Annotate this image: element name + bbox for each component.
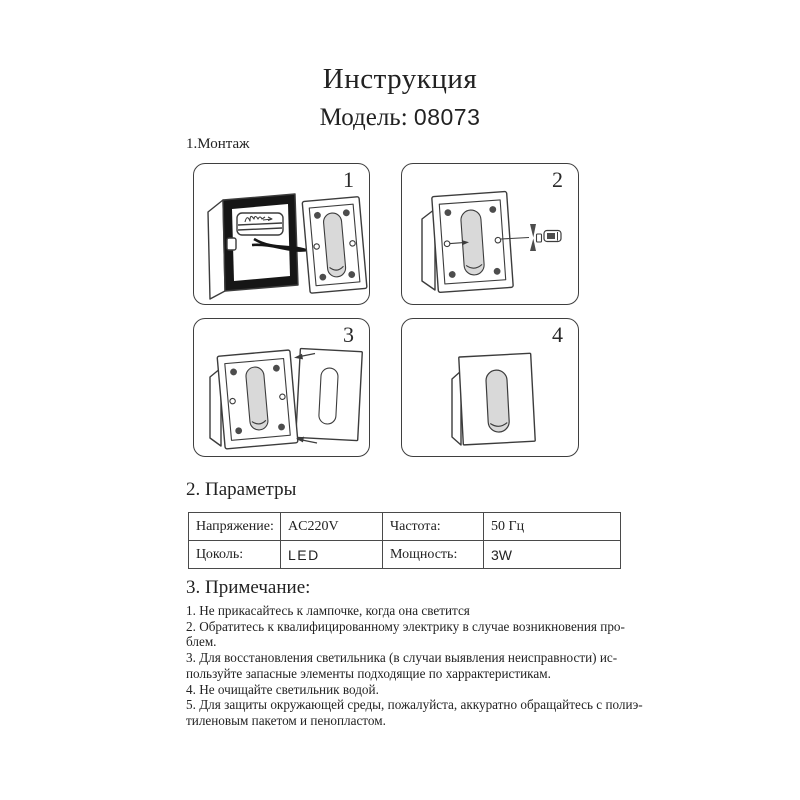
montage-section-heading: 1.Монтаж (186, 136, 250, 152)
model-number: 08073 (413, 104, 481, 130)
param-socket-value: LED (281, 541, 383, 569)
table-row (189, 541, 621, 569)
note-line: пользуйте запасные элементы подходящие по харрактеристикам. (186, 665, 551, 681)
note-line: 1. Не прикасайтесь к лампочке, когда она светится (186, 603, 470, 618)
note-line: 3. Для восстановления светильника (в случаи выявления неисправности) ис- (186, 650, 618, 666)
param-voltage-value: AC220V (281, 513, 383, 541)
montage-step-3-panel (193, 318, 370, 457)
model-line (0, 104, 800, 132)
param-frequency-value: 50 Гц (484, 513, 621, 541)
note-line: 5. Для защиты окружающей среды, пожалуйста, аккуратно обращайтесь с полиэ- (186, 697, 643, 713)
param-power-label: Мощность: (383, 541, 484, 569)
model-label: Модель: (319, 104, 408, 131)
param-voltage-label: Напряжение: (189, 513, 281, 541)
page-title: Инструкция (322, 63, 478, 95)
montage-step-4-panel (401, 318, 579, 457)
notes-list (186, 603, 643, 729)
step-1-number: 1 (343, 167, 354, 192)
note-line: тиленовым пакетом и пенопластом. (186, 712, 386, 728)
note-line: 4. Не очищайте светильник водой. (186, 681, 379, 697)
param-frequency-label: Частота: (383, 513, 484, 541)
table-row (189, 513, 621, 541)
parameters-section-heading: 2. Параметры (186, 479, 297, 500)
note-line: блем. (186, 634, 217, 650)
param-power-value: 3W (484, 541, 621, 569)
parameters-table (188, 512, 621, 569)
montage-step-1-panel (193, 163, 370, 305)
note-line: 2. Обратитесь к квалифицированному электрику в случае возникновения про- (186, 618, 625, 634)
step-4-number: 4 (552, 322, 563, 347)
step-3-number: 3 (343, 322, 354, 347)
step-2-number: 2 (552, 167, 563, 192)
montage-step-2-panel (401, 163, 579, 305)
notes-section-heading: 3. Примечание: (186, 577, 311, 598)
param-socket-label: Цоколь: (189, 541, 281, 569)
